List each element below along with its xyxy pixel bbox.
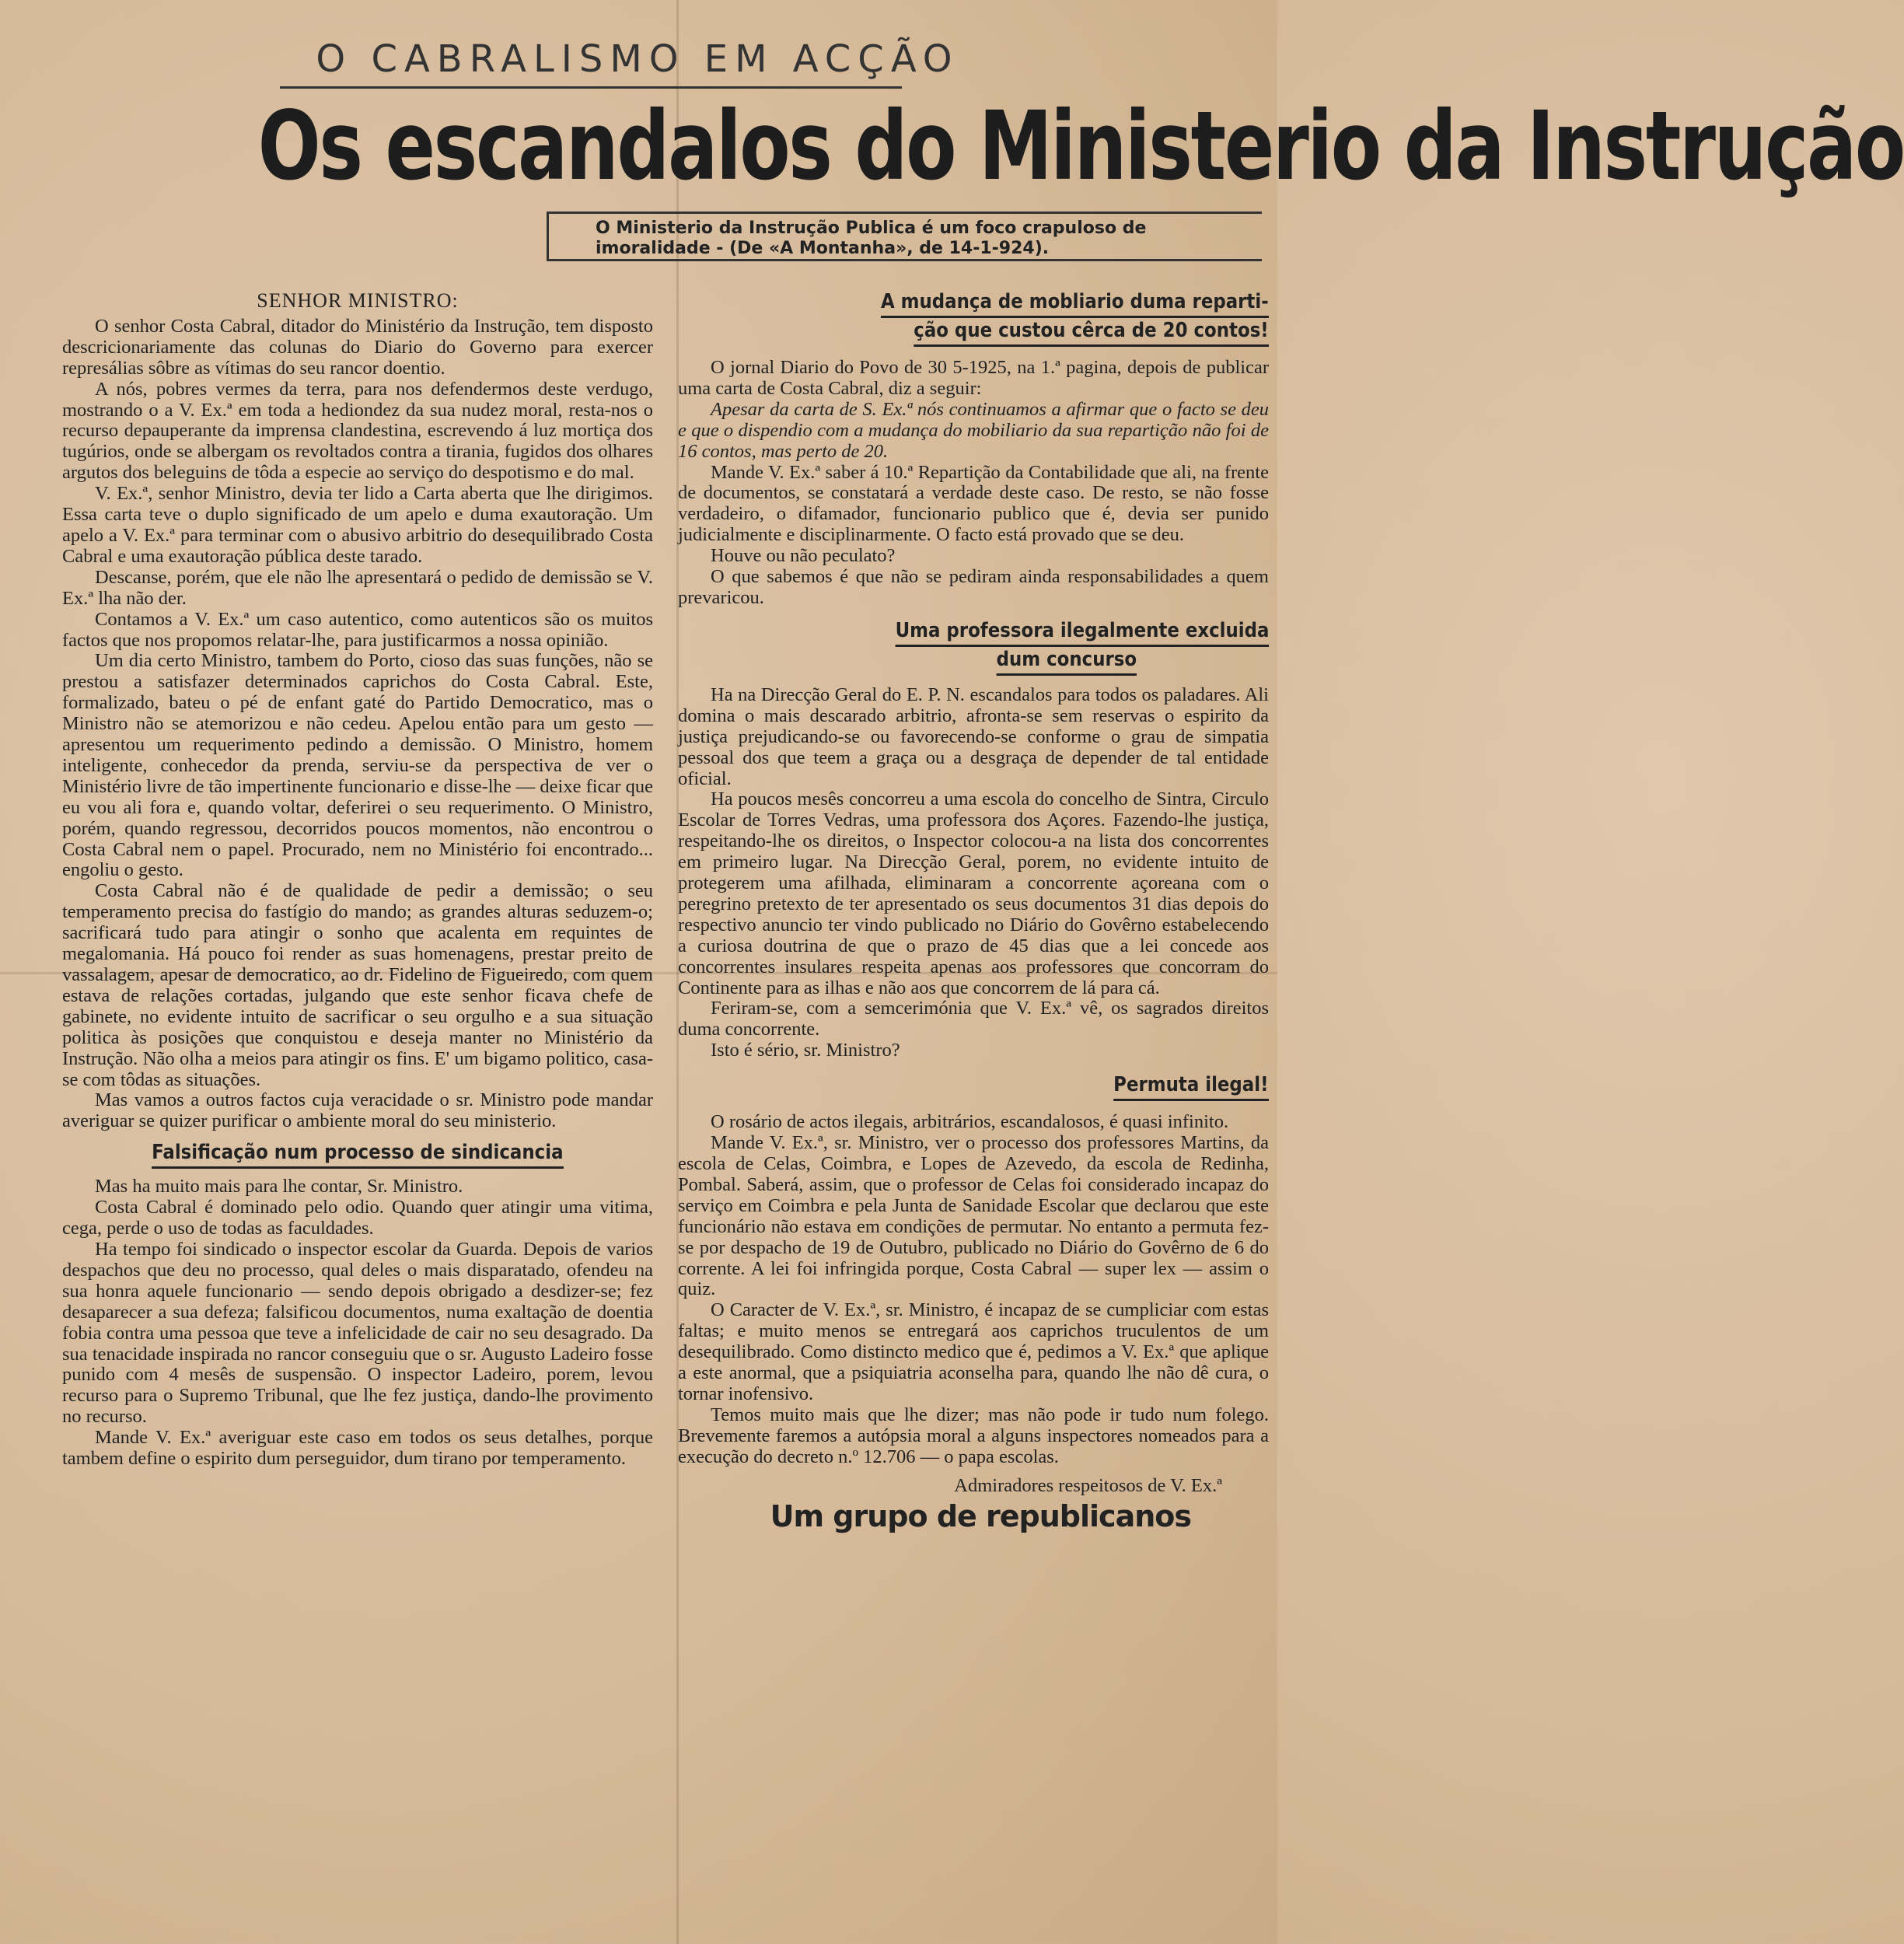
signature: Um grupo de republicanos [770,1498,1191,1533]
paragraph: Isto é sério, sr. Ministro? [711,1040,900,1061]
paragraph: V. Ex.ª, senhor Ministro, devia ter lido a Carta aberta que lhe dirigimos. Essa carta teve o duplo significado de um apelo e duma exautoração. Um apelo a V. Ex.ª para terminar com o abusivo arbitrio do desequilibrado Costa Cabral e uma exautoração pública deste tarado. [62,483,653,567]
paragraph: O rosário de actos ilegais, arbitrários, escandalosos, é quasi infinito. [711,1111,1229,1133]
paragraph: Houve ou não peculato? [711,545,896,567]
kicker-rule [280,86,902,89]
left-column [62,286,653,1470]
paragraph: Ha na Direcção Geral do E. P. N. escandalos para todos os paladares. Ali domina o mais descarado arbitrio, afronta-se sem reservas o espirito da justiça prejudicando-se ou favorecendo-se conforme o grau de simpatia pessoal dos que teem a graça ou a desgraça de depender de tal entidade oficial. [678,684,1269,789]
paragraph: Mas ha muito mais para lhe contar, Sr. Ministro. [95,1176,463,1198]
paragraph: O que sabemos é que não se pediram ainda responsabilidades a quem prevaricou. [678,566,1269,608]
quoted-paragraph: Apesar da carta de S. Ex.ª nós continuamos a afirmar que o facto se deu e que o dispendio com a mudança do mobiliario da sua repartição não foi de 16 contos, mas perto de 20. [678,398,1269,462]
subheading-falsificacao: Falsificação num processo de sindicancia [62,1140,653,1169]
source-quote-box: O Ministerio da Instrução Publica é um foco crapuloso de imoralidade - (De «A Montanha», de 14-1-924). [547,212,1262,261]
paragraph: A nós, pobres vermes da terra, para nos defendermos deste verdugo, mostrando o a V. Ex.ª em toda a hediondez da sua nudez moral, resta-nos o recurso depauperante da imprensa clandestina, escrevendo á luz mortiça dos tugúrios, onde se albergam os revoltados contra a tirania, fugidos dos olhares argutos dos beleguins de tôda a especie ao serviço do despotismo e do mal. [62,378,653,484]
paragraph: O jornal Diario do Povo de 30 5-1925, na 1.ª pagina, depois de publicar uma carta de Costa Cabral, diz a seguir: [678,357,1269,399]
paragraph: Temos muito mais que lhe dizer; mas não pode ir tudo num folego. Brevemente faremos a autópsia moral a alguns inspectores nomeados para a execução do decreto n.º 12.706 — o papa escolas. [678,1404,1269,1467]
right-column [678,286,1269,1533]
kicker-title: O CABRALISMO EM ACÇÃO [316,37,959,81]
paragraph: Costa Cabral não é de qualidade de pedir a demissão; o seu temperamento precisa do fastígio do mando; as grandes alturas seduzem-o; sacrificará tudo para atingir o sonho que acalenta em requintes de megalomania. Há pouco foi render as suas homenagens, prestar preito de vassalagem, apesar de democratico, ao dr. Fidelino de Figueiredo, com quem estava de relações cortadas, julgando que este senhor ficava chefe de gabinete, no evidente intuito de sacrificar o seu orgulho e a sua situação politica às posições que conquistou e deseja manter no Ministério da Instrução. Não olha a meios para atingir os fins. E' um bigamo politico, casa-se com tôdas as situações. [62,880,653,1090]
paragraph: Contamos a V. Ex.ª um caso autentico, como autenticos são os muitos factos que nos propomos relatar-lhe, para justificarmos a nossa opinião. [62,608,653,651]
paragraph: Mas vamos a outros factos cuja veracidade o sr. Ministro pode mandar averiguar se quizer purificar o ambiente moral do seu ministerio. [62,1089,653,1132]
signoff: Admiradores respeitosos de V. Ex.ª [954,1474,1222,1496]
paragraph: Ha poucos mesês concorreu a uma escola do concelho de Sintra, Circulo Escolar de Torres Vedras, uma professora dos Açores. Fazendo-lhe justiça, respeitando-lhe os direitos, o Inspector colocou-a na lista dos concorrentes em primeiro lugar. Na Direcção Geral, porem, no evidente intuito de protegerem uma afilhada, eliminaram a concorrente açoreana com o peregrino pretexto de ter apresentado os seus documentos 31 dias depois do respectivo anuncio ter vindo publicado no Diário do Govêrno estabelecendo a curiosa doutrina de que o prazo de 45 dias que a lei concede aos concorrentes insulares respeita apenas aos professores que concorram do Continente para as ilhas e não aos que concorrem de lá para cá. [678,788,1269,998]
subheading-professora: Uma professora ilegalmente excluida dum concurso [678,618,1269,676]
salutation: SENHOR MINISTRO: [257,289,459,312]
paragraph: O Caracter de V. Ex.ª, sr. Ministro, é incapaz de se cumpliciar com estas faltas; e muito menos se entregará aos caprichos truculentos de um desequilibrado. Como distincto medico que é, pedimos a V. Ex.ª que aplique a este anormal, que a psiquiatria aconselha para, quando lhe não dê cura, o tornar inofensivo. [678,1299,1269,1404]
paragraph: Mande V. Ex.ª averiguar este caso em todos os seus detalhes, porque tambem define o espirito dum perseguidor, dum tirano por temperamento. [62,1427,653,1470]
headline: Os escandalos do Ministerio da Instrução [257,91,1904,201]
paragraph: Um dia certo Ministro, tambem do Porto, cioso das suas funções, não se prestou a satisfazer determinados caprichos do Costa Cabral. Este, formalizado, bateu o pé de enfant gaté do Partido Democratico, mas o Ministro não se atemorizou e não cedeu. Apelou então para um gesto — apresentou um requerimento pedindo a demissão. O Ministro, homem inteligente, conhecedor da prenda, serviu-se da perspectiva de ver o Ministério livre de tão impertinente funcionario e disse-lhe — deixe ficar que eu vou ali fora e, quando voltar, deferirei o seu requerimento. O Ministro, porém, quando regressou, decorridos poucos momentos, não encontrou o Costa Cabral nem o papel. Procurado, nem no Ministério foi encontrado... engoliu o gesto. [62,650,653,881]
paragraph: Costa Cabral é dominado pelo odio. Quando quer atingir uma vitima, cega, perde o uso de todas as faculdades. [62,1197,653,1239]
paragraph: Mande V. Ex.ª, sr. Ministro, ver o processo dos professores Martins, da escola de Celas, Coimbra, e Lopes de Azevedo, da escola de Redinha, Pombal. Saberá, assim, que o professor de Celas foi considerado incapaz do serviço em Coimbra e pela Junta de Sanidade Escolar que declarou que este funcionário não estava em condições de permutar. No entanto a permuta fez-se por despacho de 19 de Outubro, publicado no Diário do Govêrno de 6 do corrente. A lei foi infringida porque, Costa Cabral — super lex — assim o quiz. [678,1132,1269,1300]
paragraph: O senhor Costa Cabral, ditador do Ministério da Instrução, tem disposto descricionariamente das colunas do Diario do Governo para exercer represálias sôbre as vítimas do seu rancor doentio. [62,315,653,379]
paragraph: Mande V. Ex.ª saber á 10.ª Repartição da Contabilidade que ali, na frente de documentos, se constatará a verdade deste caso. De resto, se não fosse verdadeiro, o difamador, funcionario publico que é, devia ser punido judicialmente e disciplinarmente. O facto está provado que se deu. [678,461,1269,546]
paragraph: Descanse, porém, que ele não lhe apresentará o pedido de demissão se V. Ex.ª lha não der. [62,566,653,609]
paragraph: Ha tempo foi sindicado o inspector escolar da Guarda. Depois de varios despachos que deu no processo, qual deles o mais disparatado, ofendeu na sua honra aquele funcionario — sendo depois obrigado a desdizer-se; fez desaparecer a sua defeza; falsificou documentos, numa exaltação de doentia fobia contra uma pessoa que teve a infelicidade de cair no seu desagrado. Da sua tenacidade inspirada no rancor conseguiu que o sr. Augusto Ladeiro fosse punido com 4 mesês de suspensão. O inspector Ladeiro, porem, levou recurso para o Supremo Tribunal, que lhe fez justiça, dando-lhe provimento no recurso. [62,1238,653,1428]
paragraph: Feriram-se, com a semcerimónia que V. Ex.ª vê, os sagrados direitos duma concorrente. [678,998,1269,1040]
subheading-permuta: Permuta ilegal! [678,1072,1269,1101]
subheading-mudanca: A mudança de mobliario duma reparti- ção que custou cêrca de 20 contos! [678,289,1269,347]
